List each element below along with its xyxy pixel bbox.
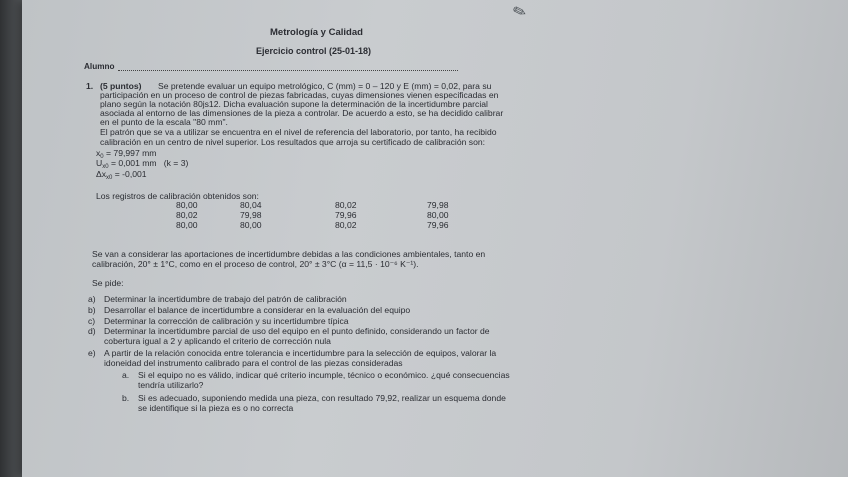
item-e-letter: e) <box>88 348 96 358</box>
question-points: (5 puntos) <box>100 81 142 91</box>
table-cell: 80,04 <box>240 200 262 210</box>
exam-sheet <box>22 0 848 477</box>
table-cell: 80,00 <box>176 200 198 210</box>
q1-line-6: calibración en un centro de nivel superior. Los resultados que arroja su certificado de calibración son: <box>100 137 486 147</box>
q1-line-2: plano según la notación 80js12. Dicha evaluación supone la determinación de la incertidumbre parcial <box>100 99 488 109</box>
table-cell: 79,98 <box>240 210 262 220</box>
x0-line: $x_0 = 79,997$ mm <box>96 148 157 160</box>
table-cell: 80,02 <box>335 220 357 230</box>
table-cell: 79,96 <box>335 210 357 220</box>
item-e-text-2: idoneidad del instrumento calibrado para el control de las piezas consideradas <box>104 358 403 368</box>
question-number: 1. <box>86 81 94 91</box>
student-label: Alumno <box>84 62 115 71</box>
ambient-line-1: Se van a considerar las aportaciones de incertidumbre debidas a las condiciones ambientales, tanto en <box>92 249 486 259</box>
subitem-b-text-1: Si es adecuado, suponiendo medida una pieza, con resultado 79,92, realizar un esquema donde <box>138 393 506 403</box>
table-cell: 80,02 <box>335 200 357 210</box>
item-b-text: Desarrollar el balance de incertidumbre a considerar en la evaluación del equipo <box>104 305 411 315</box>
q1-line-1: participación en un proceso de control de piezas fabricadas, cuyas dimensiones vienen especificadas en <box>100 90 499 100</box>
item-a-text: Determinar la incertidumbre de trabajo del patrón de calibración <box>104 294 347 304</box>
ambient-line-2: calibración, 20° ± 1°C, como en el proceso de control, 20° ± 3°C (α = 11,5 · 10⁻⁶ K⁻¹). <box>92 259 419 269</box>
q1-line-5: El patrón que se va a utilizar se encuentra en el nivel de referencia del laboratorio, por tanto, ha recibido <box>100 127 497 137</box>
doodle-icon: ✎ <box>510 2 529 23</box>
item-e-text-1: A partir de la relación conocida entre tolerancia e incertidumbre para la selección de equipos, valorar la <box>104 348 497 358</box>
q1-line-4: en el punto de la escala "80 mm". <box>100 117 228 127</box>
item-b-letter: b) <box>88 305 96 315</box>
item-d-text-2: cobertura igual a 2 y aplicando el criterio de corrección nula <box>104 336 331 346</box>
subitem-a-text-2: tendría utilizarlo? <box>138 380 204 390</box>
item-c-text: Determinar la corrección de calibración y su incertidumbre típica <box>104 316 349 326</box>
subitem-a-letter: a. <box>122 370 130 380</box>
k-factor: (k = 3) <box>163 158 189 168</box>
registros-title: Los registros de calibración obtenidos son: <box>96 191 259 201</box>
desk-background <box>0 0 22 477</box>
subitem-b-text-2: se identifique si la pieza es o no correcta <box>138 403 294 413</box>
dx0-line: $\Delta x_{x0} = -0,001$ <box>96 169 147 181</box>
u0-line: $U_{x0} = 0,001$ mm (k = 3) <box>96 158 189 170</box>
student-name-line <box>118 69 458 71</box>
subitem-b-letter: b. <box>122 393 130 403</box>
item-c-letter: c) <box>88 316 96 326</box>
se-pide-label: Se pide: <box>92 278 124 288</box>
u0-value: = 0,001 mm <box>110 158 157 168</box>
item-d-letter: d) <box>88 326 96 336</box>
table-cell: 80,00 <box>176 220 198 230</box>
course-title: Metrología y Calidad <box>270 27 363 38</box>
table-cell: 80,00 <box>240 220 262 230</box>
q1-line-3: asociada al entorno de las dimensiones de la pieza a controlar. De acuerdo a esto, se ha decidido calibrar <box>100 108 504 118</box>
exam-title: Ejercicio control (25-01-18) <box>256 46 372 56</box>
x0-value: = 79,997 mm <box>106 148 157 158</box>
q1-line-0: Se pretende evaluar un equipo metrológico, C (mm) = 0 – 120 y E (mm) = 0,02, para su <box>158 81 492 91</box>
dx0-value: = -0,001 <box>114 169 147 179</box>
table-cell: 80,00 <box>427 210 449 220</box>
table-cell: 79,96 <box>427 220 449 230</box>
subitem-a-text-1: Si el equipo no es válido, indicar qué criterio incumple, técnico o económico. ¿qué consecuencias <box>138 370 510 380</box>
item-d-text-1: Determinar la incertidumbre parcial de uso del equipo en el punto definido, considerando un factor de <box>104 326 490 336</box>
table-cell: 80,02 <box>176 210 198 220</box>
item-a-letter: a) <box>88 294 96 304</box>
table-cell: 79,98 <box>427 200 449 210</box>
